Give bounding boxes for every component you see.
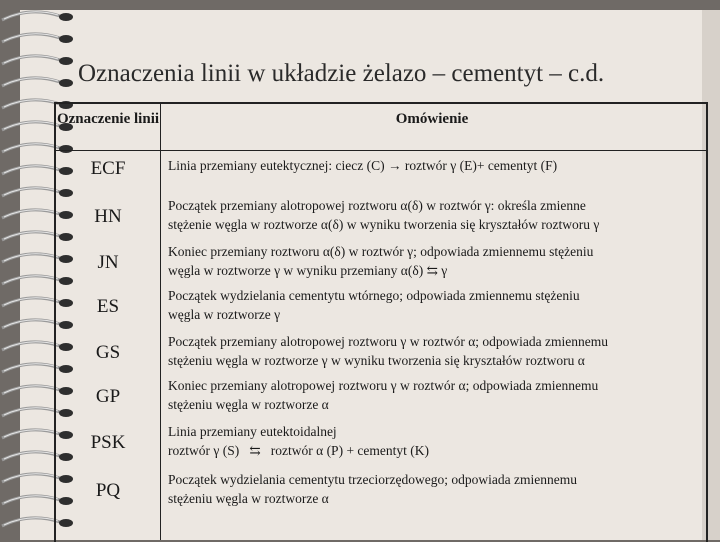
line-description [168, 376, 698, 414]
description-line: Początek wydzielania cementytu trzeciorzędowego; odpowiada zmiennemu [168, 472, 577, 487]
description-line: stężeniu węgla w roztworze α [168, 397, 329, 412]
line-code: ES [96, 296, 120, 317]
description-line: Koniec przemiany alotropowej roztworu γ w roztwór α; odpowiada zmiennemu [168, 378, 599, 393]
description-line: stężeniu węgla w roztworze α [168, 491, 329, 506]
description-line: roztwór γ (S) ⇆ roztwór α (P) + cementyt (K) [168, 443, 430, 458]
binding-coil [2, 12, 73, 21]
description-line: stężenie węgla w roztworze α(δ) w wyniku tworzenia się kryształów roztworu γ [168, 217, 600, 232]
description-line: Koniec przemiany roztworu α(δ) w roztwór γ; odpowiada zmiennemu stężeniu [168, 244, 594, 259]
column-divider [160, 102, 161, 540]
binding-coil [2, 78, 73, 87]
binding-coil [2, 56, 73, 65]
header-divider [56, 150, 706, 151]
description-line: Początek przemiany alotropowej roztworu γ w roztwór α; odpowiada zmiennemu [168, 334, 609, 349]
line-code: GS [95, 342, 121, 363]
line-description [168, 196, 698, 234]
description-line: Początek przemiany alotropowej roztworu α(δ) w roztwór γ: określa zmienne [168, 198, 586, 213]
line-description [168, 422, 698, 460]
description-line: Linia przemiany eutektoidalnej [168, 424, 337, 439]
description-line: węgla w roztworze γ w wyniku przemiany α(δ) ⇆ γ [168, 263, 448, 278]
line-code: GP [95, 386, 121, 407]
binding-coil [2, 34, 73, 43]
line-description [168, 470, 698, 508]
line-description [168, 156, 698, 175]
line-code: PSK [90, 432, 126, 453]
description-line: Początek wydzielania cementytu wtórnego; odpowiada zmiennemu stężeniu [168, 288, 580, 303]
column-header-code: Oznaczenie linii [56, 111, 160, 127]
description-line: stężeniu węgla w roztworze γ w wyniku tworzenia się kryształów roztworu α [168, 353, 585, 368]
description-line: węgla w roztworze γ [168, 307, 281, 322]
line-code: HN [94, 206, 122, 227]
line-description [168, 286, 698, 324]
page-title: Oznaczenia linii w układzie żelazo – cementyt – c.d. [78, 60, 605, 87]
description-line: Linia przemiany eutektycznej: ciecz (C) → roztwór γ (E)+ cementyt (F) [168, 158, 558, 173]
line-description [168, 242, 698, 280]
column-header-description: Omówienie [395, 111, 469, 127]
line-code: ECF [90, 158, 126, 179]
line-code: JN [97, 252, 119, 273]
line-description [168, 332, 698, 370]
line-code: PQ [95, 480, 121, 501]
